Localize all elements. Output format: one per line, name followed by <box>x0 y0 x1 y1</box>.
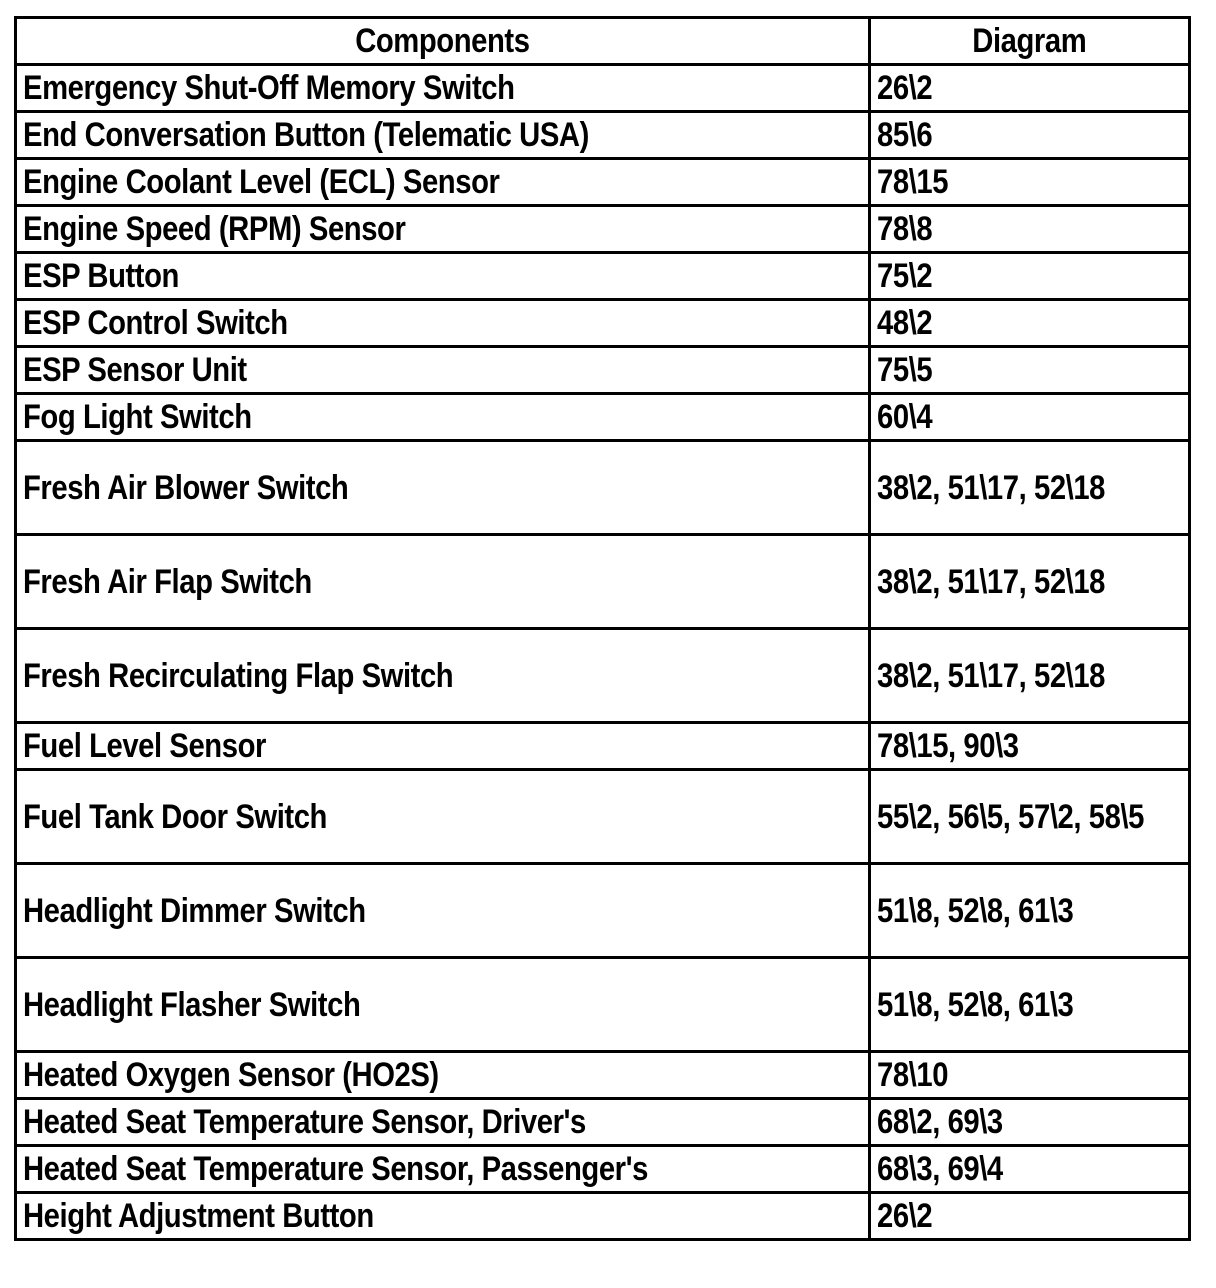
component-cell <box>16 723 870 770</box>
component-name: ESP Button <box>23 257 179 295</box>
diagram-cell <box>870 1052 1190 1099</box>
diagram-reference: 26\2 <box>877 1197 933 1235</box>
diagram-reference: 55\2, 56\5, 57\2, 58\5 <box>877 797 1144 836</box>
component-name: End Conversation Button (Telematic USA) <box>23 116 589 154</box>
component-cell <box>16 1193 870 1240</box>
diagram-cell <box>870 770 1190 864</box>
diagram-reference: 75\5 <box>877 351 933 389</box>
component-name: Engine Speed (RPM) Sensor <box>23 210 406 248</box>
diagram-cell <box>870 1146 1190 1193</box>
column-header-components-label: Components <box>355 22 530 60</box>
diagram-cell <box>870 65 1190 112</box>
table-header-row <box>16 18 1190 65</box>
diagram-reference: 38\2, 51\17, 52\18 <box>877 468 1106 507</box>
diagram-reference: 78\10 <box>877 1056 949 1094</box>
diagram-reference: 68\2, 69\3 <box>877 1103 1003 1141</box>
diagram-cell <box>870 206 1190 253</box>
diagram-reference: 78\8 <box>877 210 933 248</box>
component-cell <box>16 394 870 441</box>
component-cell <box>16 958 870 1052</box>
diagram-reference: 78\15, 90\3 <box>877 727 1019 765</box>
component-name: Fresh Air Blower Switch <box>23 468 349 507</box>
component-cell <box>16 441 870 535</box>
components-table <box>14 16 1191 1241</box>
table-row <box>16 864 1190 958</box>
column-header-diagram <box>870 18 1190 65</box>
diagram-reference: 26\2 <box>877 69 933 107</box>
diagram-reference: 68\3, 69\4 <box>877 1150 1003 1188</box>
diagram-cell <box>870 958 1190 1052</box>
diagram-cell <box>870 300 1190 347</box>
component-name: Headlight Dimmer Switch <box>23 891 366 930</box>
component-name: Heated Seat Temperature Sensor, Driver's <box>23 1103 586 1141</box>
table-row <box>16 112 1190 159</box>
table-row <box>16 1052 1190 1099</box>
component-name: Heated Seat Temperature Sensor, Passenger's <box>23 1150 648 1188</box>
component-cell <box>16 253 870 300</box>
column-header-diagram-label: Diagram <box>972 22 1087 60</box>
component-name: ESP Sensor Unit <box>23 351 247 389</box>
table-row <box>16 723 1190 770</box>
diagram-reference: 48\2 <box>877 304 933 342</box>
table-row <box>16 206 1190 253</box>
component-cell <box>16 206 870 253</box>
component-cell <box>16 112 870 159</box>
component-cell <box>16 1099 870 1146</box>
component-cell <box>16 1052 870 1099</box>
diagram-reference: 51\8, 52\8, 61\3 <box>877 891 1074 930</box>
diagram-cell <box>870 347 1190 394</box>
components-table-container <box>14 16 1188 1241</box>
diagram-cell <box>870 1193 1190 1240</box>
diagram-cell <box>870 112 1190 159</box>
table-row <box>16 159 1190 206</box>
table-row <box>16 535 1190 629</box>
table-row <box>16 770 1190 864</box>
table-row <box>16 1146 1190 1193</box>
component-name: Fresh Air Flap Switch <box>23 562 312 601</box>
table-row <box>16 1099 1190 1146</box>
component-cell <box>16 864 870 958</box>
table-row <box>16 253 1190 300</box>
component-cell <box>16 65 870 112</box>
diagram-reference: 60\4 <box>877 398 933 436</box>
component-name: Fog Light Switch <box>23 398 252 436</box>
column-header-components <box>16 18 870 65</box>
component-name: Fuel Level Sensor <box>23 727 266 765</box>
diagram-cell <box>870 159 1190 206</box>
diagram-cell <box>870 629 1190 723</box>
component-name: Height Adjustment Button <box>23 1197 374 1235</box>
component-cell <box>16 159 870 206</box>
component-cell <box>16 1146 870 1193</box>
table-row <box>16 441 1190 535</box>
component-name: Headlight Flasher Switch <box>23 985 361 1024</box>
table-row <box>16 629 1190 723</box>
component-name: Fuel Tank Door Switch <box>23 797 327 836</box>
diagram-cell <box>870 535 1190 629</box>
diagram-reference: 75\2 <box>877 257 933 295</box>
component-cell <box>16 535 870 629</box>
table-body <box>16 65 1190 1240</box>
diagram-cell <box>870 253 1190 300</box>
diagram-cell <box>870 723 1190 770</box>
diagram-reference: 85\6 <box>877 116 933 154</box>
component-name: Heated Oxygen Sensor (HO2S) <box>23 1056 439 1094</box>
component-cell <box>16 629 870 723</box>
diagram-reference: 38\2, 51\17, 52\18 <box>877 562 1106 601</box>
diagram-cell <box>870 441 1190 535</box>
diagram-reference: 38\2, 51\17, 52\18 <box>877 656 1106 695</box>
diagram-cell <box>870 1099 1190 1146</box>
table-row <box>16 1193 1190 1240</box>
component-cell <box>16 347 870 394</box>
table-row <box>16 958 1190 1052</box>
component-name: ESP Control Switch <box>23 304 288 342</box>
diagram-reference: 78\15 <box>877 163 949 201</box>
component-name: Engine Coolant Level (ECL) Sensor <box>23 163 500 201</box>
component-cell <box>16 770 870 864</box>
table-row <box>16 65 1190 112</box>
table-row <box>16 300 1190 347</box>
component-name: Emergency Shut-Off Memory Switch <box>23 69 515 107</box>
table-row <box>16 347 1190 394</box>
diagram-cell <box>870 394 1190 441</box>
table-row <box>16 394 1190 441</box>
component-cell <box>16 300 870 347</box>
diagram-cell <box>870 864 1190 958</box>
diagram-reference: 51\8, 52\8, 61\3 <box>877 985 1074 1024</box>
component-name: Fresh Recirculating Flap Switch <box>23 656 454 695</box>
